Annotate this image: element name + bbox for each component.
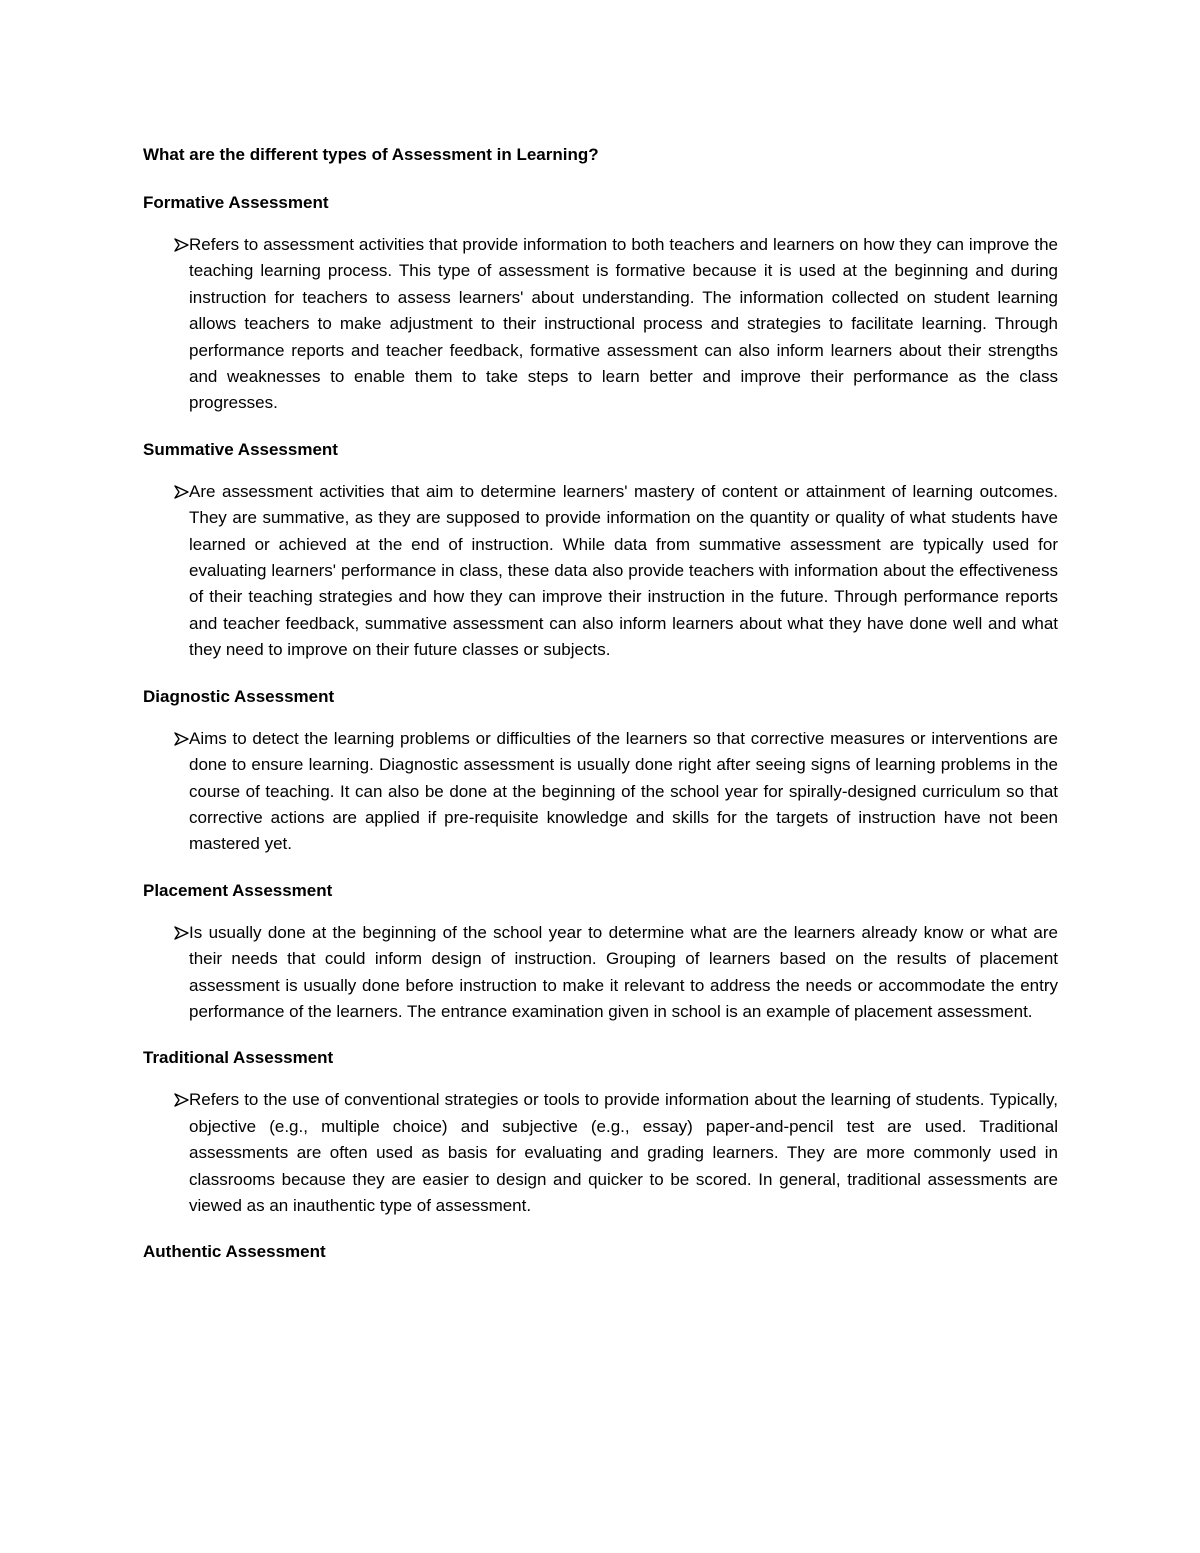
bullet-text: Aims to detect the learning problems or difficulties of the learners so that corrective measures or interventions are done to ensure learning. Diagnostic assessment is usually done right after seeing signs of learning problems in the course of teaching. It can also be done at the beginning of the school year for spirally-designed curriculum so that corrective actions are applied if pre-requisite knowledge and skills for the targets of instruction have not been mastered yet. [189, 728, 1058, 854]
bullet-text: Refers to the use of conventional strategies or tools to provide information about the learning of students. Typically, objective (e.g., multiple choice) and subjective (e.g., essay) paper-and-pencil test are used. Traditional assessments are often used as basis for evaluating and grading learners. They are more commonly used in classrooms because they are easier to design and quicker to be scored. In general, traditional assessments are viewed as an inauthentic type of assessment. [189, 1090, 1058, 1215]
bullet-item [143, 726, 1058, 858]
section-summative [143, 437, 1058, 664]
bullet-item [143, 479, 1058, 664]
bullet-item [143, 920, 1058, 1026]
arrowhead-bullet-icon [143, 232, 189, 258]
section-heading: Diagnostic Assessment [143, 686, 335, 706]
section-traditional [143, 1045, 1058, 1219]
section-heading: Traditional Assessment [143, 1048, 334, 1068]
section-diagnostic [143, 684, 1058, 858]
arrowhead-bullet-icon [143, 726, 189, 752]
document-body [143, 142, 1058, 1285]
section-authentic [143, 1239, 1058, 1265]
bullet-text: Is usually done at the beginning of the school year to determine what are the learners already know or what are their needs that could inform design of instruction. Grouping of learners based on the results of placement assessment is usually done before instruction to make it relevant to address the needs or accommodate the entry performance of the learners. The entrance examination given in school is an example of placement assessment. [189, 922, 1058, 1021]
arrowhead-bullet-icon [143, 920, 189, 946]
bullet-item [143, 232, 1058, 417]
section-heading: Summative Assessment [143, 439, 338, 459]
section-heading: Authentic Assessment [143, 1242, 326, 1262]
section-heading: Formative Assessment [143, 193, 329, 212]
page-title: What are the different types of Assessment in Learning? [143, 145, 599, 164]
bullet-item [143, 1087, 1058, 1219]
section-formative [143, 190, 1058, 417]
bullet-text: Are assessment activities that aim to determine learners' mastery of content or attainment of learning outcomes. They are summative, as they are supposed to provide information on the quantity or quality of what students have learned or achieved at the end of instruction. While data from summative assessment are typically used for evaluating learners' performance in class, these data also provide teachers with information about the effectiveness of their teaching strategies and how they can improve their instruction in the future. Through performance reports and teacher feedback, summative assessment can also inform learners about what they have done well and what they need to improve on their future classes or subjects. [189, 481, 1058, 660]
arrowhead-bullet-icon [143, 479, 189, 505]
bullet-text: Refers to assessment activities that provide information to both teachers and learners on how they can improve the teaching learning process. This type of assessment is formative because it is used at the beginning and during instruction for teachers to assess learners' about understanding. The information collected on student learning allows teachers to make adjustment to their instructional process and strategies to facilitate learning. Through performance reports and teacher feedback, formative assessment can also inform learners about their strengths and weaknesses to enable them to take steps to learn better and improve their performance as the class progresses. [189, 235, 1058, 413]
arrowhead-bullet-icon [143, 1087, 189, 1113]
section-placement [143, 878, 1058, 1026]
section-heading: Placement Assessment [143, 880, 333, 900]
